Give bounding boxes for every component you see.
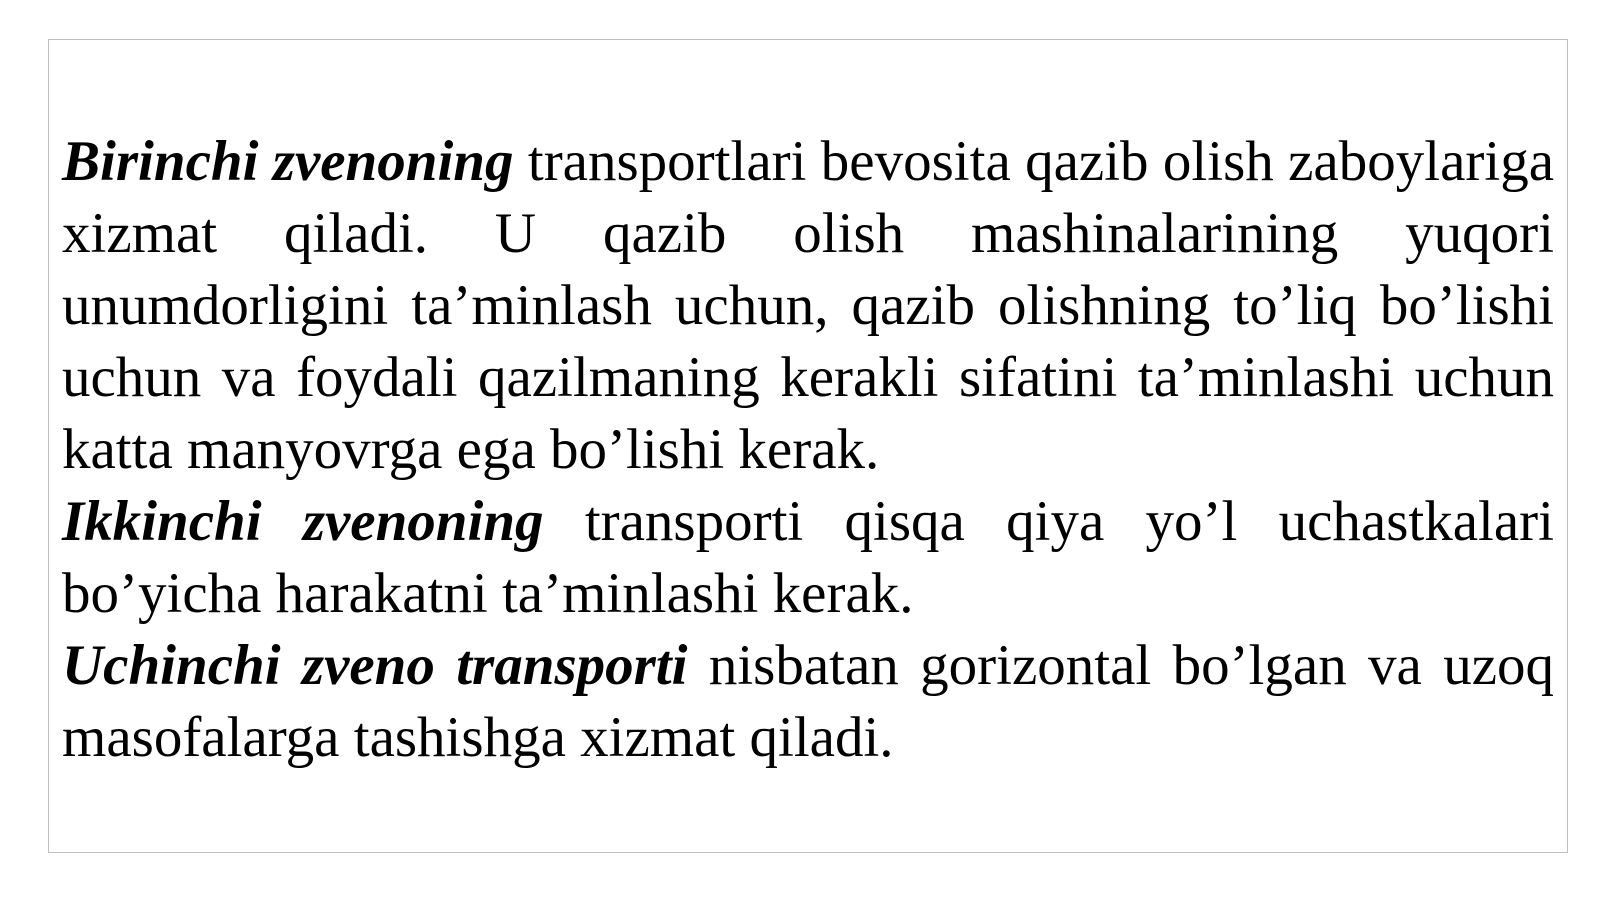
term-first-link: Birinchi zvenoning bbox=[62, 130, 514, 193]
term-third-link: Uchinchi zveno transporti bbox=[62, 634, 688, 697]
text-body bbox=[62, 126, 1554, 774]
paragraph-first-link bbox=[62, 126, 1554, 486]
paragraph-third-link-text: nisbatan gorizontal bo’lgan va uzoq masofalarga tashishga xizmat qiladi. bbox=[62, 634, 1554, 769]
paragraph-second-link-text: transporti qisqa qiya yo’l uchastkalari bo’yicha harakatni ta’minlashi kerak. bbox=[62, 490, 1554, 625]
paragraph-third-link bbox=[62, 630, 1554, 774]
term-second-link: Ikkinchi zvenoning bbox=[62, 490, 544, 553]
paragraph-first-link-text: transportlari bevosita qazib olish zaboylariga xizmat qiladi. U qazib olish mashinalarining yuqori unumdorligini ta’minlash uchun, qazib olishning to’liq bo’lishi uchun va foydali qazilmaning kerakli sifatini ta’minlashi uchun katta manyovrga ega bo’lishi kerak. bbox=[62, 130, 1554, 481]
paragraph-second-link bbox=[62, 486, 1554, 630]
